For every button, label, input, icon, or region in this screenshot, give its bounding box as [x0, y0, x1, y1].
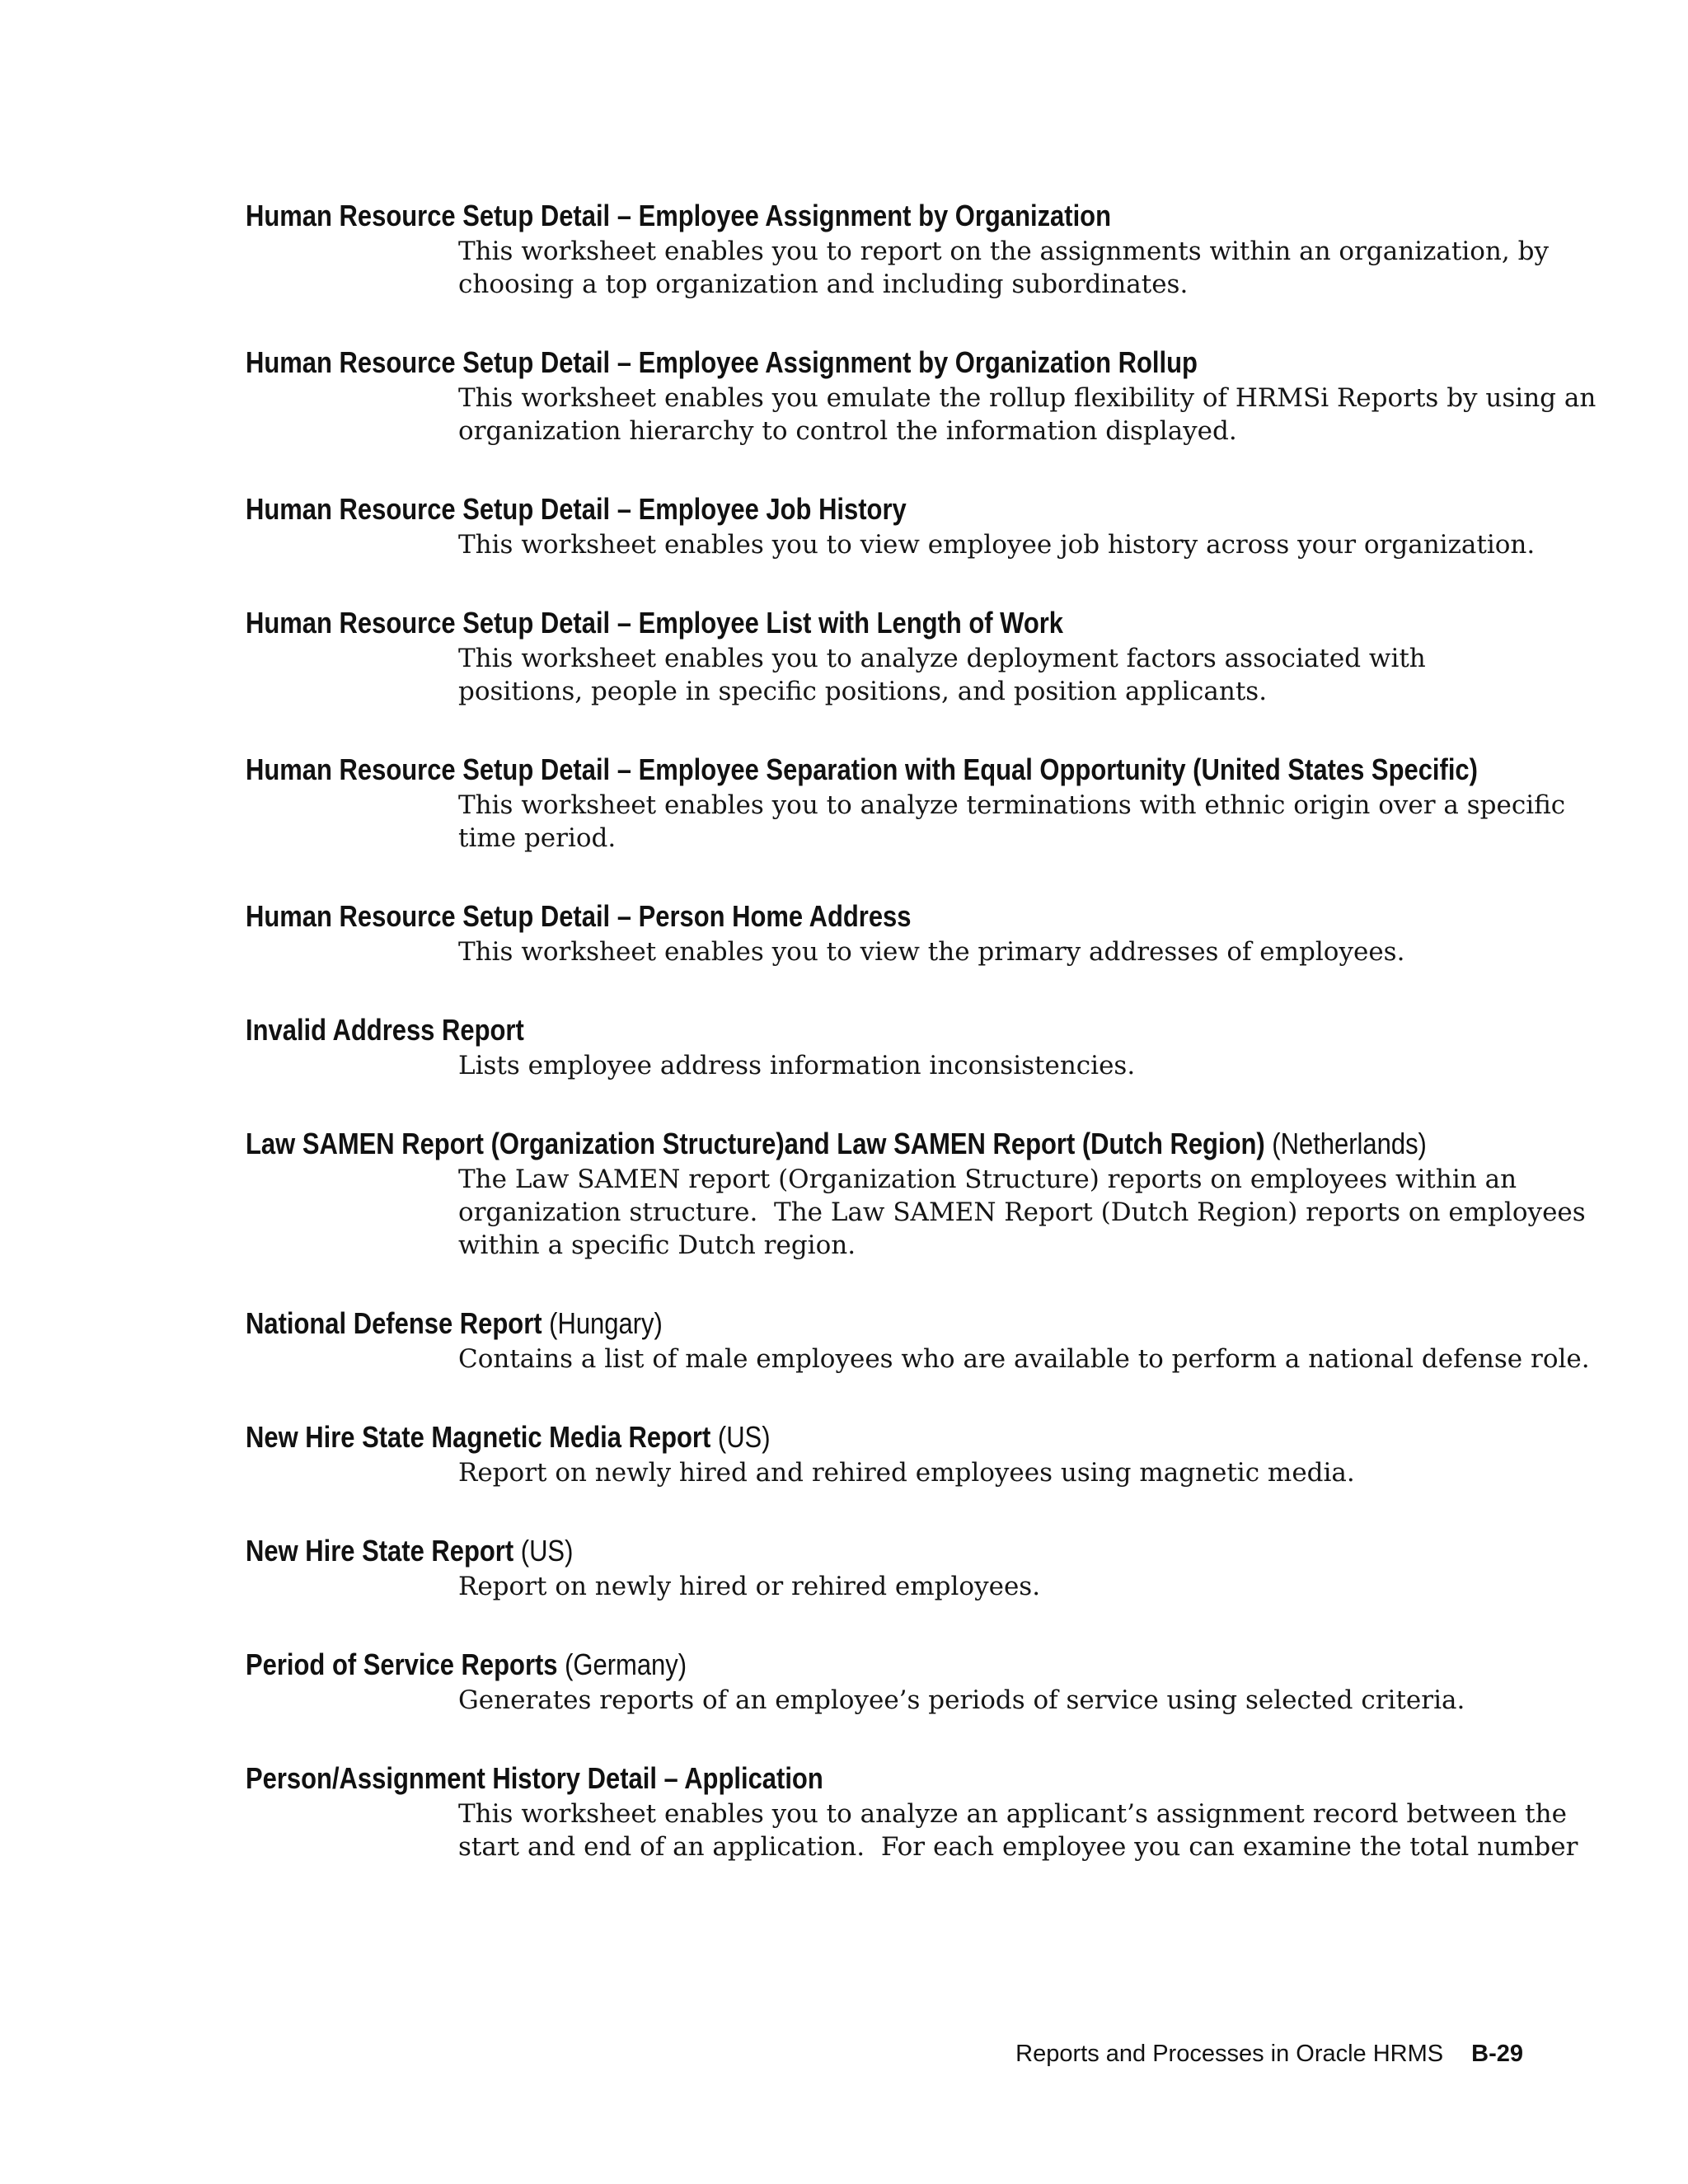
description-line: positions, people in specific positions, and position applicants.	[458, 677, 1268, 706]
entry-title	[246, 1534, 1352, 1568]
report-entry	[246, 1647, 1531, 1717]
entry-description	[458, 935, 1530, 968]
entry-description	[458, 1049, 1530, 1082]
entry-title-text: Human Resource Setup Detail – Employee Assignment by Organization	[246, 199, 1112, 232]
description-line: This worksheet enables you to view employee job history across your organization.	[458, 530, 1536, 560]
description-line: Contains a list of male employees who are available to perform a national defense role.	[458, 1344, 1590, 1374]
entry-title-text: New Hire State Magnetic Media Report	[246, 1420, 711, 1454]
entry-region: (Netherlands)	[1264, 1127, 1427, 1160]
entry-description	[458, 528, 1536, 561]
description-line: The Law SAMEN report (Organization Structure) reports on employees within an	[458, 1165, 1517, 1194]
report-entry	[246, 1534, 1531, 1603]
entry-title	[246, 492, 1352, 527]
entry-region: (Hungary)	[542, 1306, 663, 1340]
entry-region: (US)	[710, 1420, 771, 1454]
entry-title-text: New Hire State Report	[246, 1534, 514, 1568]
entry-description	[458, 642, 1530, 708]
report-entry	[246, 345, 1597, 448]
report-entry	[246, 1420, 1531, 1489]
description-line: This worksheet enables you emulate the rollup flexibility of HRMSi Reports by using an	[458, 383, 1597, 413]
entry-description	[458, 1797, 1578, 1863]
report-entry-list	[246, 199, 1597, 1908]
description-line: Report on newly hired or rehired employees.	[458, 1572, 1041, 1601]
report-entry	[246, 1127, 1586, 1262]
description-line: choosing a top organization and including subordinates.	[458, 269, 1189, 299]
report-entry	[246, 1306, 1590, 1376]
entry-title-text: Law SAMEN Report (Organization Structure)and Law SAMEN Report (Dutch Region)	[246, 1127, 1265, 1160]
entry-title	[246, 606, 1352, 640]
report-entry	[246, 1013, 1531, 1082]
entry-description	[458, 1684, 1530, 1717]
entry-description	[458, 382, 1597, 448]
report-entry	[246, 492, 1536, 561]
footer-title: Reports and Processes in Oracle HRMS	[1015, 2041, 1444, 2067]
description-line: organization hierarchy to control the information displayed.	[458, 416, 1237, 446]
description-line: start and end of an application. For each employee you can examine the total number	[458, 1832, 1578, 1862]
report-entry	[246, 1761, 1578, 1863]
entry-title	[246, 1420, 1352, 1455]
entry-title	[246, 1306, 1352, 1341]
entry-title-text: Human Resource Setup Detail – Employee Assignment by Organization Rollup	[246, 345, 1198, 379]
entry-title	[246, 1761, 1352, 1796]
entry-title-text: Person/Assignment History Detail – Application	[246, 1761, 823, 1795]
entry-title-text: Human Resource Setup Detail – Employee List with Length of Work	[246, 606, 1064, 640]
entry-title-text: Human Resource Setup Detail – Employee Job History	[246, 492, 907, 526]
entry-title-text: National Defense Report	[246, 1306, 542, 1340]
entry-title	[246, 345, 1352, 380]
entry-title-text: Invalid Address Report	[246, 1013, 524, 1047]
entry-region: (US)	[513, 1534, 574, 1568]
entry-title	[246, 1127, 1427, 1161]
entry-title	[246, 899, 1352, 934]
description-line: within a specific Dutch region.	[458, 1230, 856, 1260]
entry-title-text: Period of Service Reports	[246, 1647, 558, 1681]
entry-description	[458, 789, 1566, 855]
description-line: This worksheet enables you to report on the assignments within an organization, by	[458, 237, 1549, 266]
entry-title	[246, 752, 1478, 787]
description-line: Report on newly hired and rehired employees using magnetic media.	[458, 1458, 1355, 1488]
description-line: organization structure. The Law SAMEN Report (Dutch Region) reports on employees	[458, 1197, 1586, 1227]
entry-title-text: Human Resource Setup Detail – Person Home Address	[246, 899, 912, 933]
report-entry	[246, 606, 1531, 708]
entry-description	[458, 1456, 1530, 1489]
entry-description	[458, 1570, 1530, 1603]
description-line: This worksheet enables you to analyze an applicant’s assignment record between the	[458, 1799, 1567, 1829]
entry-title	[246, 1013, 1352, 1047]
report-entry	[246, 899, 1531, 968]
entry-description	[458, 235, 1549, 301]
page-footer	[0, 2039, 1523, 2069]
description-line: time period.	[458, 823, 617, 853]
description-line: Lists employee address information inconsistencies.	[458, 1051, 1136, 1080]
report-entry	[246, 752, 1566, 855]
entry-description	[458, 1163, 1586, 1262]
description-line: Generates reports of an employee’s periods of service using selected criteria.	[458, 1685, 1465, 1715]
report-entry	[246, 199, 1549, 301]
entry-title	[246, 1647, 1352, 1682]
page-number: B-29	[1471, 2041, 1523, 2067]
entry-title-text: Human Resource Setup Detail – Employee Separation with Equal Opportunity (United States Specific)	[246, 752, 1478, 786]
entry-region: (Germany)	[557, 1647, 687, 1681]
entry-title	[246, 199, 1352, 233]
description-line: This worksheet enables you to view the primary addresses of employees.	[458, 937, 1405, 967]
description-line: This worksheet enables you to analyze terminations with ethnic origin over a specific	[458, 790, 1566, 820]
entry-description	[458, 1343, 1590, 1376]
description-line: This worksheet enables you to analyze deployment factors associated with	[458, 644, 1426, 673]
